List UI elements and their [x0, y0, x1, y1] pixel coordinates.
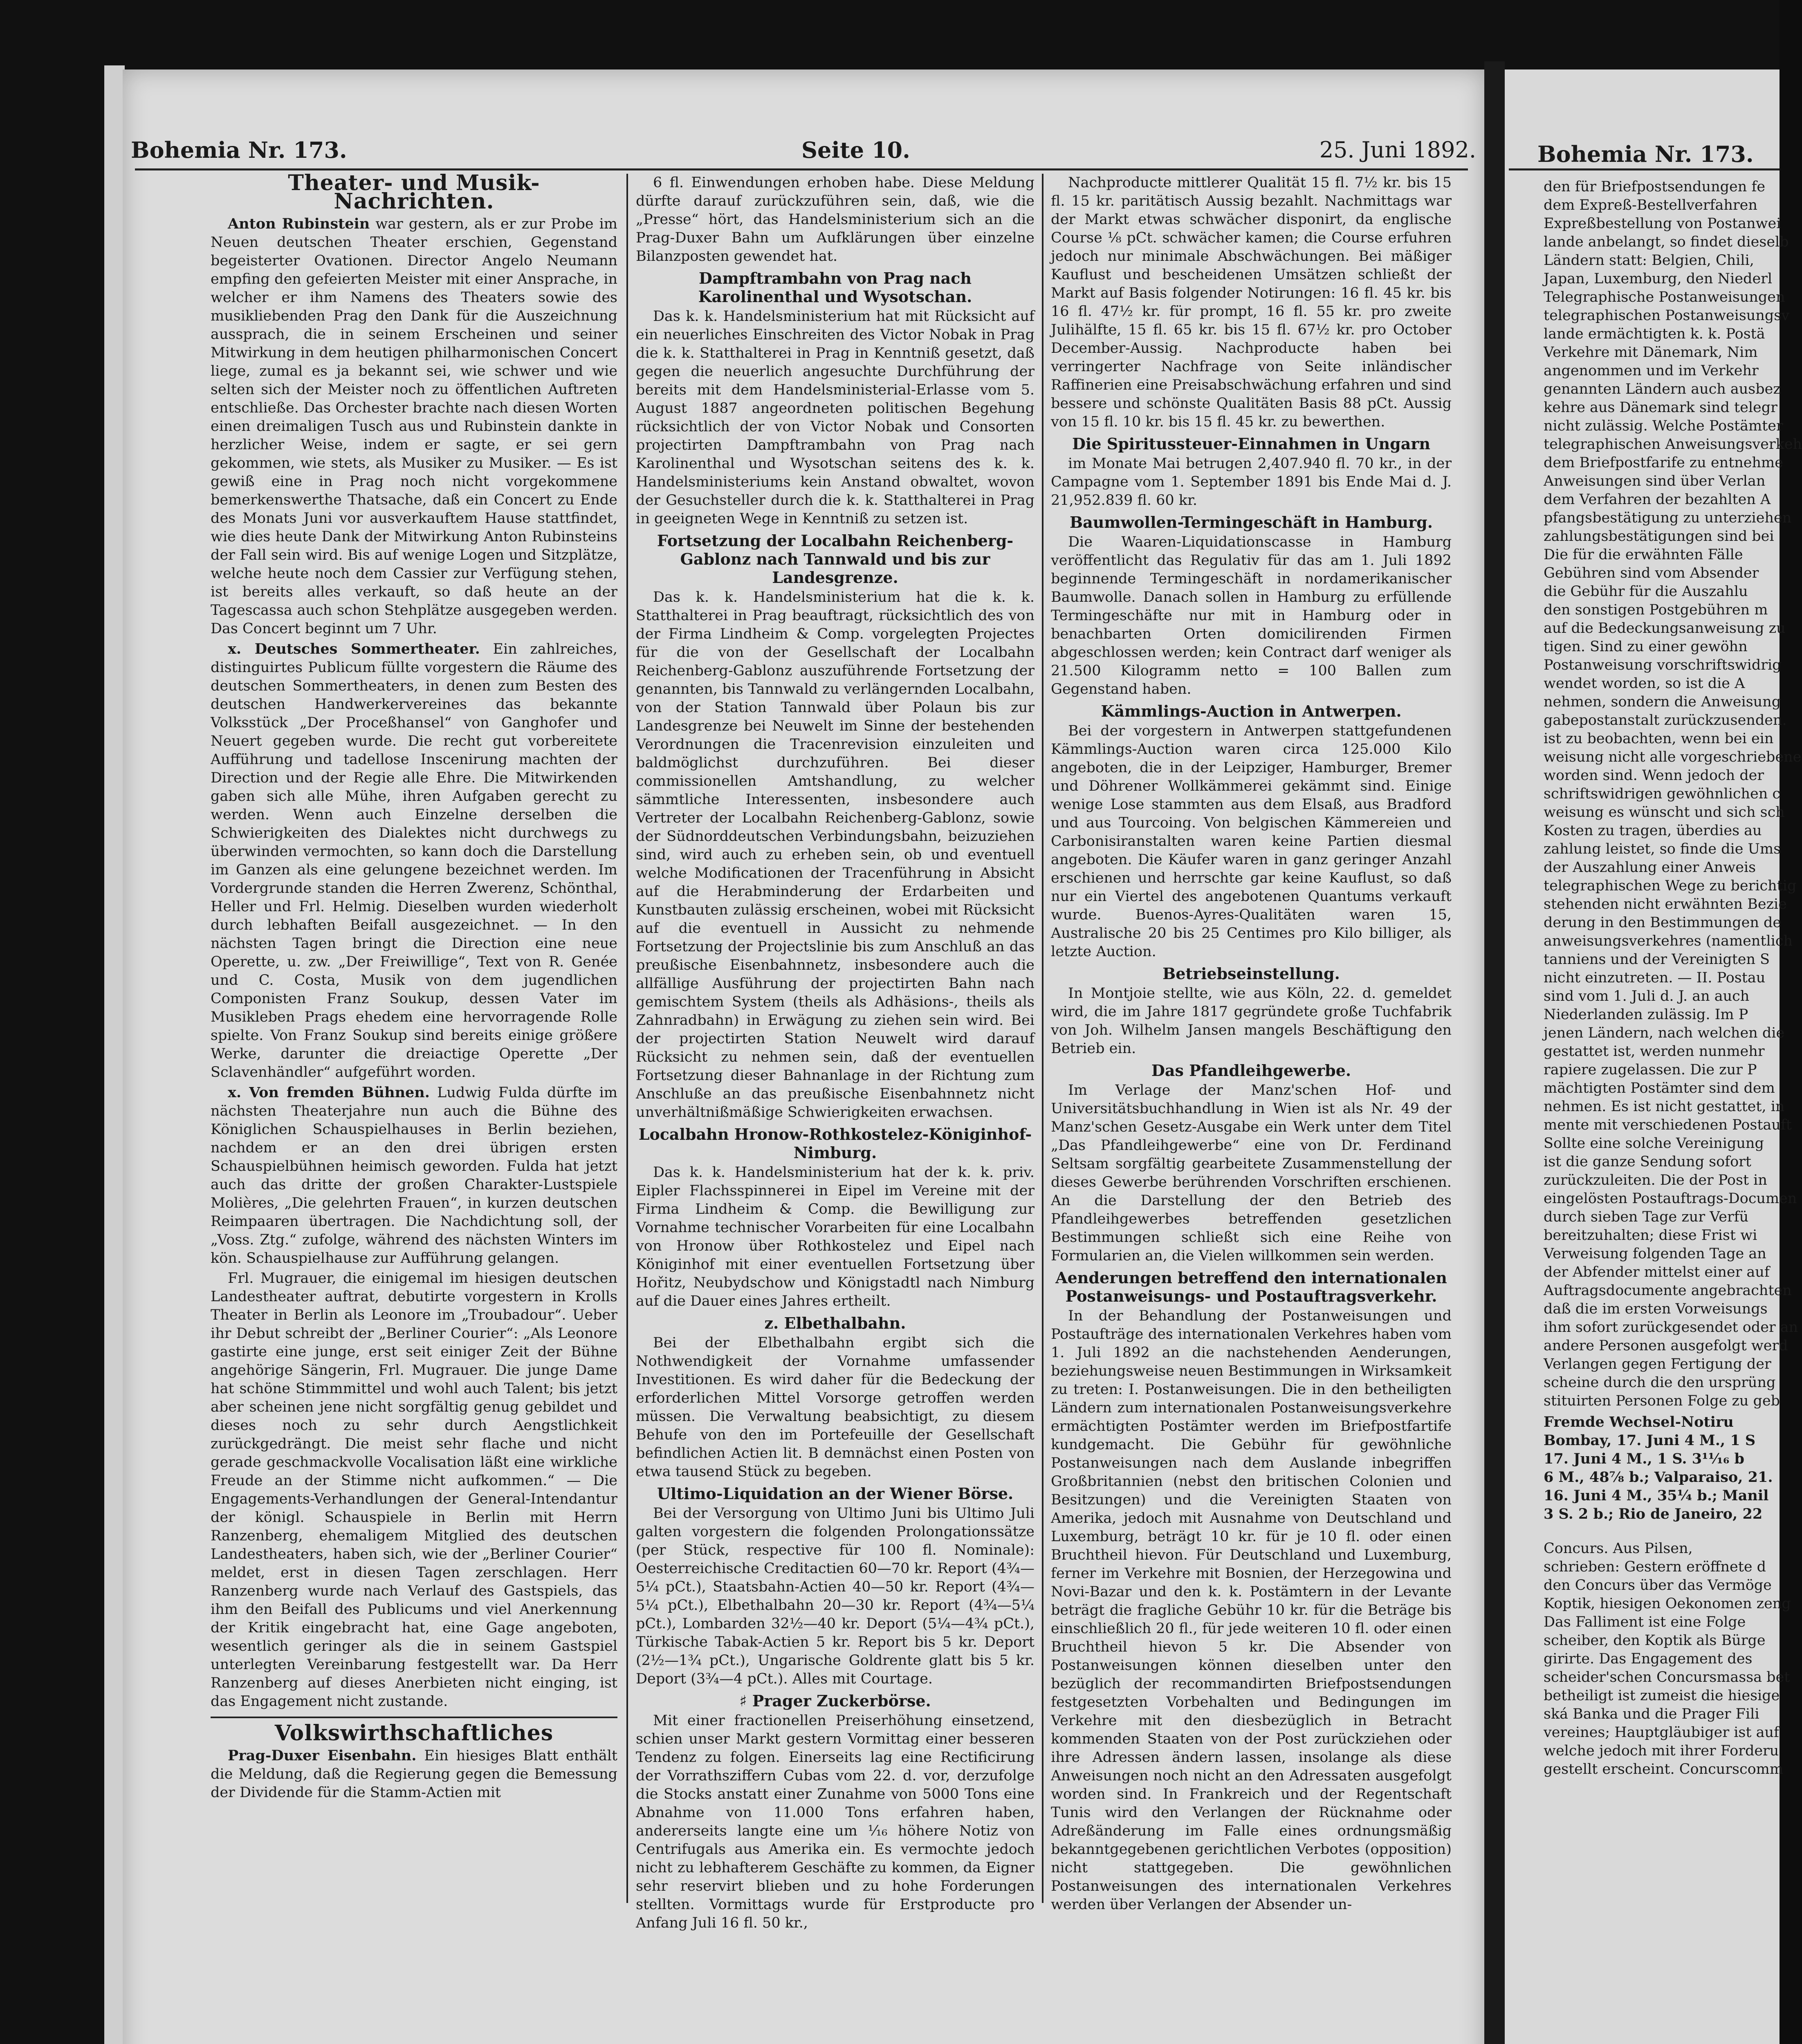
facing-page-line: nicht einzutreten. — II. Postau	[1544, 970, 1766, 986]
article-body: Bei der Elbethalbahn ergibt sich die Nothwendigkeit der Vornahme umfassender Investitionen. Es wird daher für die Bedeckung der erforderlichen Mittel Vorsorge getroffen werden müssen. Die Verwaltung beabsichtigt, zu diesem Behufe von den im Portefeuille der Gesellschaft befindlichen Actien lit. B demnächst einen Posten von etwa tausend Stück zu begeben.	[636, 1335, 1035, 1480]
facing-page-line: tigen. Sind zu einer gewöhn	[1544, 639, 1748, 655]
facing-page-line: telegraphischen Wege zu berichtig	[1544, 878, 1797, 894]
facing-page-line: stituirten Personen Folge zu geb	[1544, 1393, 1780, 1409]
facing-page-line: Japan, Luxemburg, den Niederl	[1544, 271, 1773, 287]
facing-page-line: der Auszahlung einer Anweis	[1544, 859, 1756, 876]
facing-page-line: eingelösten Postauftrags-Documen	[1544, 1190, 1797, 1207]
article-body: Das k. k. Handelsministerium hat der k. k. priv. Eipler Flachsspinnerei in Eipel im Vereine mit der Firma Lindheim & Comp. die Bewilligung zur Vornahme technischer Vorarbeiten für eine Localbahn von Hronow über Rothkostelez und Eipel nach Königinhof mit einer eventuellen Fortsetzung über Hořitz, Neubydschow und Königstadtl nach Nimburg auf die Dauer eines Jahres ertheilt.	[636, 1164, 1035, 1309]
article-heading: Localbahn Hronow-Rothkostelez-Königinhof-Nimburg.	[638, 1125, 1032, 1162]
facing-page-line: rapiere zugelassen. Die zur P	[1544, 1062, 1757, 1078]
facing-page-line: Verkehre mit Dänemark, Nim	[1544, 344, 1758, 361]
article-heading: Baumwollen-Termingeschäft in Hamburg.	[1070, 513, 1433, 531]
facing-page-line: nehmen. Es ist nicht gestattet, in	[1544, 1098, 1785, 1115]
article-body: Ein hiesiges Blatt enthält die Meldung, daß die Regierung gegen die Bemessung der Dividende für die Stamm-Actien mit	[211, 1748, 617, 1801]
article-heading: Aenderungen betreffend den internationalen Postanweisungs- und Postauftragsverkehr.	[1055, 1269, 1447, 1305]
facing-page-line: weisung nicht alle vorgeschriebene	[1544, 749, 1802, 765]
article-head: Anton Rubinstein	[228, 215, 370, 232]
article-column-3	[1051, 174, 1452, 1913]
article-column-1	[211, 170, 617, 1903]
facing-page-rule	[1509, 168, 1780, 170]
facing-page-concurs-line: Koptik, hiesigen Oekonomen zeng	[1544, 1596, 1791, 1612]
facing-page-concurs-line: scheider'schen Concursmassa bet	[1544, 1669, 1790, 1685]
facing-page-note-line: Bombay, 17. Juni 4 M., 1 S	[1544, 1432, 1756, 1449]
facing-page-line: dem Verfahren der bezahlten A	[1544, 491, 1771, 508]
article-heading: Die Spiritussteuer-Einnahmen in Ungarn	[1072, 435, 1431, 453]
facing-page-line: Postanweisung vorschriftswidrig	[1544, 657, 1782, 673]
facing-page-line: Ländern statt: Belgien, Chili,	[1544, 252, 1754, 269]
facing-page-line: Sollte eine solche Vereinigung	[1544, 1135, 1764, 1152]
facing-page-line: ihm sofort zurückgesendet oder an	[1544, 1319, 1798, 1336]
facing-page-concurs-line: betheiligt ist zumeist die hiesige	[1544, 1688, 1780, 1704]
facing-page-line: Gebühren sind vom Absender	[1544, 565, 1759, 581]
article-body: In der Behandlung der Postanweisungen und Postaufträge des internationalen Verkehres haben vom 1. Juli 1892 an die nachstehenden Aenderungen, beziehungsweise neuen Bestimmungen in Wirksamkeit zu treten: I. Postanweisungen. Die in den betheiligten Ländern zum internationalen Postanweisungsverkehre ermächtigten Postämter werden im Briefpostfartife kundgemacht. Die Gebühr für gewöhnliche Postanweisungen nach dem Auslande inbegriffen Großbritannien (nebst den britischen Colonien und Besitzungen) und die Vereinigten Staaten von Amerika, jedoch mit Ausnahme von Deutschland und Luxemburg, beträgt 10 kr. für je 10 fl. oder einen Bruchtheil hievon. Für Deutschland und Luxemburg, ferner im Verkehre mit Bosnien, der Herzegowina und Novi-Bazar und den k. k. Postämtern in der Levante beträgt die fragliche Gebühr 10 kr. für die Beträge bis einschließlich 20 fl., für jede weiteren 10 fl. oder einen Bruchtheil hievon 5 kr. Die Absender von Postanweisungen können dieselben unter den bezüglich der recommandirten Briefpostsendungen festgesetzten Vorbehalten und Bedingungen im Verkehre mit den diesbezüglich in Betracht kommenden Staaten von der Post zurückziehen oder ihre Adressen ändern lassen, insolange als diese Anweisungen noch nicht an den Adressaten ausgefolgt worden sind. In Frankreich und der Regentschaft Tunis wird den Verlangen der Rücknahme oder Adreßänderung im Falle eines ordnungsmäßig bekanntgegebenen gerichtlichen Verbotes (opposition) nicht stattgegeben. Die gewöhnlichen Postanweisungen des internationalen Verkehres werden über Verlangen der Absender un-	[1051, 1308, 1452, 1913]
article-heading: Ultimo-Liquidation an der Wiener Börse.	[657, 1484, 1014, 1503]
facing-page-line: anweisungsverkehres (namentlich	[1544, 933, 1793, 949]
facing-page-line: tanniens und der Vereinigten S	[1544, 951, 1770, 968]
article-body: Das k. k. Handelsministerium hat mit Rücksicht auf ein neuerliches Einschreiten des Victor Nobak in Prag die k. k. Statthalterei in Prag in Kenntniß gesetzt, daß gegen die neuerlich angesuchte Durchführung der bereits mit dem Handelsministerial-Erlasse vom 5. August 1887 angeordneten politischen Begehung rücksichtlich der von Victor Nobak und Consorten projectirten Dampftrambahn von Prag nach Karolinenthal und Wysotschan seitens des k. k. Handelsministeriums kein Anstand obwaltet, wovon der Gesuchsteller durch die k. k. Statthalterei in Prag in geeigneten Wege in Kenntniß zu setzen ist.	[636, 308, 1035, 527]
page-edge	[104, 65, 125, 2044]
facing-page-line: mente mit verschiedenen Postauft	[1544, 1117, 1792, 1133]
facing-page-line: Verweisung folgenden Tage an	[1544, 1246, 1766, 1262]
facing-page-line: zahlung leistet, so finde die Ums	[1544, 841, 1781, 857]
facing-page-line: Verlangen gegen Fertigung der	[1544, 1356, 1771, 1372]
facing-page-line: Kosten zu tragen, überdies au	[1544, 823, 1762, 839]
article-body: im Monate Mai betrugen 2,407.940 fl. 70 kr., in der Campagne vom 1. September 1891 bis Ende Mai d. J. 21,952.839 fl. 60 kr.	[1051, 455, 1452, 509]
facing-page-line: Telegraphische Postanweisungen	[1544, 289, 1785, 305]
article-body: Das k. k. Handelsministerium hat die k. k. Statthalterei in Prag beauftragt, rücksichtlich des von der Firma Lindheim & Comp. vorgelegten Projectes für die von der Gesellschaft der Localbahn Reichenberg-Gablonz auszuführende Fortsetzung der genannten, bis Tannwald zu verlängernden Localbahn, von der Station Tannwald über Polaun bis zur Landesgrenze bei Neuwelt im Sinne der bestehenden Verordnungen die Tracenrevision einzuleiten und baldmöglichst durchzuführen. Bei dieser commissionellen Amtshandlung, zu welcher sämmtliche Interessenten, insbesondere auch Vertreter der Localbahn Reichenberg-Gablonz, sowie der Südnorddeutschen Verbindungsbahn, beizuziehen sind, wird auch zu erheben sein, ob und eventuell welche Modificationen der Tracenführung in Absicht auf die Herabminderung der Erdarbeiten und Kunstbauten zulässig erscheinen, wobei mit Rücksicht auf die eventuell in Aussicht zu nehmende Fortsetzung der Projectslinie bis zum Anschluß an das preußische Eisenbahnnetz, insbesondere auch die allfällige Ausführung der projectirten Bahn nach gemischtem System (theils als Adhäsions-, theils als Zahnradbahn) in Erwägung zu ziehen sein wird. Bei der projectirten Station Neuwelt wird darauf Rücksicht zu nehmen sein, daß der eventuellen Fortsetzung dieser Bahnanlage in der Richtung zum Anschluße an das preußische Eisenbahnnetz nicht unverhältnißmäßige Schwierigkeiten erwachsen.	[636, 589, 1035, 1121]
facing-page-concurs-line: welche jedoch mit ihrer Forderu	[1544, 1743, 1779, 1759]
header-page-number: Seite 10.	[801, 137, 910, 163]
facing-page-concurs-line: vereines; Hauptgläubiger ist auf	[1544, 1724, 1779, 1741]
article-body: Mit einer fractionellen Preiserhöhung einsetzend, schien unser Markt gestern Vormittag einer besseren Tendenz zu folgen. Einerseits lag eine Rectificirung der Vorrathsziffern Cubas vom 22. d. vor, derzufolge die Stocks anstatt einer Zunahme von 5000 Tons eine Abnahme von 11.000 Tons erfahren haben, andererseits langte eine um ¹⁄₁₆ höhere Notiz von Centrifugals aus Amerika ein. Es vermochte jedoch nicht zu lebhafterem Geschäfte zu kommen, da Eigner sehr reservirt blieben und zu hohe Forderungen stellten. Vormittags wurde für Erstproducte pro Anfang Juli 16 fl. 50 kr.,	[636, 1712, 1035, 1931]
facing-page-concurs-line: gestellt erscheint. Concurscomm	[1544, 1761, 1784, 1777]
article-head: Prag-Duxer Eisenbahn.	[228, 1747, 417, 1764]
facing-page-line: durch sieben Tage zur Verfü	[1544, 1209, 1749, 1225]
article-mugrauer: Frl. Mugrauer, die einigemal im hiesigen deutschen Landestheater auftrat, debutirte vorgestern in Krolls Theater in Berlin als Leonore im „Troubadour“. Ueber ihr Debut schreibt der „Berliner Courier“: „Als Leonore gastirte eine junge, erst seit einiger Zeit der Bühne angehörige Sängerin, Frl. Mugrauer. Die junge Dame hat schöne Stimmmittel und wohl auch Talent; bis jetzt aber scheinen jene nicht sorgfältig genug gebildet und dieses noch zu sehr durch Aengstlichkeit zurückgedrängt. Die meist sehr flache und nicht gerade geschmackvolle Vocalisation läßt eine wirkliche Freude an der Stimme nicht aufkommen.“ — Die Engagements-Verhandlungen der General-Intendantur der königl. Schauspiele in Berlin mit Herrn Ranzenberg, ehemaligem Mitglied des deutschen Landestheaters, haben sich, wie der „Berliner Courier“ meldet, erst in diesen Tagen zerschlagen. Herr Ranzenberg wurde nach Verlauf des Gastspiels, das ihm den Beifall des Publicums und viel Anerkennung der Kritik eingebracht hat, eine Gage angeboten, wesentlich geringer als die in seinem Gastspiel unterlegten Vereinbarung festgestellt war. Da Herr Ranzenberg auf dieses Anerbieten nicht einging, ist das Engagement nicht zustande.	[211, 1270, 617, 1710]
article-heading: z. Elbethalbahn.	[764, 1314, 906, 1332]
article-heading: Kämmlings-Auction in Antwerpen.	[1101, 702, 1402, 720]
article-body: Bei der vorgestern in Antwerpen stattgefundenen Kämmlings-Auction waren circa 125.000 Kilo angeboten, die in der Leipziger, Hamburger, Bremer und Döhrener Wollkämmerei gekämmt sind. Einige wenige Lose stammten aus dem Elsaß, aus Bradford und aus Tourcoing. Von belgischen Kämmereien und Carbonisiranstalten waren keine Partien diesmal angeboten. Die Käufer waren in ganz geringer Anzahl erschienen und herrschte gar keine Kauflust, so daß nur ein Viertel des angebotenen Quantums verkauft wurde. Buenos-Ayres-Qualitäten waren 15, Australische 20 bis 25 Centimes pro Kilo billiger, als letzte Auction.	[1051, 723, 1452, 960]
facing-page-line: auf die Bedeckungsanweisung zu	[1544, 620, 1786, 637]
article-rubinstein	[211, 215, 617, 638]
facing-page-line: stehenden nicht erwähnten Bezie	[1544, 896, 1787, 912]
facing-page-line: wendet worden, so ist die A	[1544, 675, 1745, 692]
facing-page-line: die Gebühr für die Auszahlu	[1544, 583, 1748, 600]
header-date: 25. Juni 1892.	[1319, 137, 1476, 163]
section-title-volkswirthschaft: Volkswirthschaftliches	[274, 1721, 554, 1746]
facing-page-concurs-line: den Concurs über das Vermöge	[1544, 1577, 1772, 1594]
facing-page-note-line: 16. Juni 4 M., 35¼ b.; Manil	[1544, 1487, 1769, 1504]
article-head: x. Von fremden Bühnen.	[228, 1084, 430, 1101]
article-column-2	[636, 174, 1035, 1931]
facing-page-note-line: 3 S. 2 b.; Rio de Janeiro, 22	[1544, 1506, 1763, 1522]
facing-page-line: ist zu beobachten, wenn bei ein	[1544, 731, 1774, 747]
facing-page-line: zahlungsbestätigungen sind bei	[1544, 528, 1774, 545]
facing-page-line: sind vom 1. Juli d. J. an auch	[1544, 988, 1750, 1004]
article-body: Die Waaren-Liquidationscasse in Hamburg veröffentlicht das Regulativ für das am 1. Juli 1892 beginnende Termingeschäft in nordamerikanischer Baumwolle. Danach sollen in Hamburg zu erfüllende Termingeschäfte nur mit in Hamburg oder in benachbarten Orten domicilirenden Firmen abgeschlossen werden; kein Contract darf weniger als 21.500 Kilogramm netto = 100 Ballen zum Gegenstand haben.	[1051, 534, 1452, 697]
facing-page-line: nehmen, sondern die Anweisung	[1544, 694, 1781, 710]
facing-page-line: lande ermächtigten k. k. Postä	[1544, 326, 1765, 342]
facing-page-line: den sonstigen Postgebühren m	[1544, 602, 1768, 618]
facing-page-line: Expreßbestellung von Postanwei	[1544, 215, 1781, 232]
facing-page-concurs-line: ská Banka und die Prager Fili	[1544, 1706, 1759, 1722]
facing-page-line: lande anbelangt, so findet dieselb	[1544, 234, 1789, 250]
article-prag-duxer	[211, 1746, 617, 1802]
article-body: Ein zahlreiches, distinguirtes Publicum füllte vorgestern die Räume des deutschen Sommertheaters, in denen zum Besten des deutschen Handwerkervereines das bekannte Volksstück „Der Proceßhansel“ von Ganghofer und Neuert gegeben wurde. Die recht gut vorbereitete Aufführung und tadellose Inscenirung machten der Direction und der Regie alle Ehre. Die Mitwirkenden gaben sich alle Mühe, ihren Aufgaben gerecht zu werden. Wenn auch Einzelne derselben die Schwierigkeiten des Dialektes nicht durchwegs zu überwinden vermochten, so kann doch die Darstellung im Ganzen als eine gelungene bezeichnet werden. Im Vordergrunde standen die Herren Zwerenz, Schönthal, Heller und Frl. Helmig. Dieselben wurden wiederholt durch lebhaften Beifall ausgezeichnet. — In den nächsten Tagen bringt die Direction eine neue Operette, u. zw. „Der Freiwillige“, Text von R. Genée und C. Costa, Musik von dem jugendlichen Componisten Franz Soukup, dessen Vater im Musikleben Prags ehedem eine hervorragende Rolle spielte. Von Franz Soukup sind bereits einige größere Werke, darunter die dreiactige Operette „Der Sclavenhändler“ aufgeführt worden.	[211, 641, 617, 1080]
article-continuation: Nachproducte mittlerer Qualität 15 fl. 7½ kr. bis 15 fl. 15 kr. paritätisch Aussig bezahlt. Nachmittags war der Markt etwas schwächer disponirt, da englische Course ⅛ pCt. schwächer kamen; die Course erfuhren jedoch nur minimale Abschwächungen. Bei mäßiger Kauflust und bescheidenen Umsätzen schließt der Markt auf Basis folgender Notirungen: 16 fl. 45 kr. bis 16 fl. 47½ kr. für prompt, 16 fl. 55 kr. pro zweite Julihälfte, 15 fl. 65 kr. bis 15 fl. 67½ kr. pro October December-Aussig. Nachproducte haben bei verringerter Nachfrage von Seite inländischer Raffinerien eine Preisabschwächung erfahren und sind bessere und schönste Qualitäten Basis 88 pCt. Aussig von 15 fl. 10 kr. bis 15 fl. 45 kr. zu bewerthen.	[1051, 175, 1452, 430]
facing-page-concurs-line: schrieben: Gestern eröffnete d	[1544, 1559, 1766, 1575]
facing-page-notes-heading: Fremde Wechsel-Notiru	[1544, 1414, 1734, 1430]
facing-page-line: telegraphischen Postanweisungsv	[1544, 307, 1789, 324]
facing-page-line: daß die im ersten Vorweisungs	[1544, 1301, 1768, 1317]
facing-page-line: scheine durch die den ursprüng	[1544, 1374, 1776, 1391]
page-binding-gutter	[1484, 61, 1505, 2044]
section-title-theater: Theater- und Musik-Nachrichten.	[288, 170, 540, 214]
facing-page-line: pfangsbestätigung zu unterziehen	[1544, 510, 1792, 526]
facing-page-line: Auftragsdocumente angebrachten	[1544, 1282, 1792, 1299]
section-divider	[211, 1717, 617, 1718]
facing-page-concurs-line: Concurs. Aus Pilsen,	[1544, 1540, 1693, 1557]
facing-page-line: angenommen und im Verkehr	[1544, 363, 1759, 379]
article-body: In Montjoie stellte, wie aus Köln, 22. d. gemeldet wird, die im Jahre 1817 gegründete große Tuchfabrik von Joh. Wilhelm Jansen mangels Beschäftigung den Betrieb ein.	[1051, 985, 1452, 1057]
facing-page-line: Die für die erwähnten Fälle	[1544, 547, 1743, 563]
facing-page-line: weisung es wünscht und sich sch	[1544, 804, 1785, 820]
facing-page-line: Anweisungen sind über Verlan	[1544, 473, 1766, 489]
facing-page-column	[1544, 178, 1802, 1907]
facing-page-line: der Abfender mittelst einer auf	[1544, 1264, 1770, 1280]
facing-page-line: kehre aus Dänemark sind telegr	[1544, 399, 1777, 416]
facing-page-line: ist die ganze Sendung sofort	[1544, 1154, 1751, 1170]
column-rule	[626, 174, 628, 1903]
facing-page-line: dem Expreß-Bestellverfahren	[1544, 197, 1757, 213]
facing-page-line: schriftswidrigen gewöhnlichen c	[1544, 786, 1781, 802]
article-heading: ♯ Prager Zuckerbörse.	[739, 1692, 931, 1710]
column-rule	[1042, 174, 1043, 1903]
facing-page-note-line: 6 M., 48⅞ b.; Valparaiso, 21.	[1544, 1469, 1773, 1486]
facing-page-line: jenen Ländern, nach welchen die	[1544, 1025, 1785, 1041]
header-masthead: Bohemia Nr. 173.	[131, 137, 347, 163]
facing-page-line: mächtigten Postämter sind dem	[1544, 1080, 1775, 1096]
article-body: Bei der Versorgung von Ultimo Juni bis Ultimo Juli galten vorgestern die folgenden Prolongationssätze (per Stück, respective für 100 fl. Nominale): Oesterreichische Creditactien 60—70 kr. Report (4¾—5¼ pCt.), Staatsbahn-Actien 40—50 kr. Report (4¾—5¼ pCt.), Elbethalbahn 20—30 kr. Report (4¾—5¼ pCt.), Lombarden 32½—40 kr. Deport (5¼—4¾ pCt.), Türkische Tabak-Actien 5 kr. Report bis 5 kr. Deport (2½—1¾ pCt.), Ungarische Goldrente glatt bis 5 kr. Deport (3¾—4 pCt.). Alles mit Courtage.	[636, 1505, 1035, 1687]
article-body: Ludwig Fulda dürfte im nächsten Theaterjahre nun auch die Bühne des Königlichen Schauspielhauses in Berlin beziehen, nachdem er an den drei übrigen ersten Schauspielbühnen heimisch geworden. Fulda hat jetzt auch das dritte der großen Charakter-Lustspiele Molières, „Die gelehrten Frauen“, in kurzen deutschen Reimpaaren übertragen. Die Nachdichtung soll, der „Voss. Ztg.“ zufolge, während des nächsten Winters im kön. Schauspielhause zur Aufführung gelangen.	[211, 1085, 617, 1266]
facing-page-line: derung in den Bestimmungen de	[1544, 914, 1782, 931]
article-heading: Dampftrambahn von Prag nach Karolinenthal und Wysotschan.	[698, 269, 972, 306]
facing-page-concurs-line: girirte. Das Engagement des	[1544, 1651, 1753, 1667]
facing-page-line: nicht zulässig. Welche Postämter	[1544, 418, 1783, 434]
facing-page-line: Niederlanden zulässig. Im P	[1544, 1006, 1748, 1023]
article-heading: Das Pfandleihgewerbe.	[1151, 1061, 1351, 1080]
article-fremde-buehnen	[211, 1083, 617, 1268]
facing-page-concurs-line: scheiber, den Koptik als Bürge	[1544, 1632, 1766, 1649]
facing-page-line: den für Briefpostsendungen fe	[1544, 179, 1766, 195]
article-heading: Betriebseinstellung.	[1162, 964, 1340, 983]
article-body: war gestern, als er zur Probe im Neuen deutschen Theater erschien, Gegenstand begeisterter Ovationen. Director Angelo Neumann empfing den gefeierten Meister mit einer Ansprache, in welcher er ihm Namens des Theaters sowie des musikliebenden Prag den Dank für die Auszeichnung aussprach, die in seinem Erscheinen und seiner Mitwirkung in dem heutigen philharmonischen Concert liege, zumal es ja bekannt sei, wie schwer und wie selten sich der Meister noch zu öffentlichen Auftreten entschließe. Das Orchester brachte nach diesen Worten einen dreimaligen Tusch aus und Rubinstein dankte in herzlicher Weise, indem er sagte, er sei gern gekommen, wie stets, als Musiker zu Musiker. — Es ist gewiß eine in Prag noch nicht vorgekommene bemerkenswerthe Thatsache, daß ein Concert zu Ende des Monats Juni vor ausverkauftem Hause stattfindet, wie dies heute Dank der Mitwirkung Anton Rubinsteins der Fall sein wird. Bis auf wenige Logen und Sitzplätze, welche heute noch dem Cassier zur Verfügung stehen, ist bereits alles verkauft, so daß heute an der Tagescassa auch schon Stehplätze ausgegeben werden. Das Concert beginnt um 7 Uhr.	[211, 216, 617, 637]
facing-page-line: genannten Ländern auch ausbez	[1544, 381, 1781, 397]
facing-page-line: dem Briefpostfarife zu entnehme	[1544, 455, 1783, 471]
facing-page-line: gestattet ist, werden nunmehr	[1544, 1043, 1765, 1060]
facing-page-line: worden sind. Wenn jedoch der	[1544, 767, 1764, 784]
facing-page-line: andere Personen ausgefolgt werd	[1544, 1338, 1788, 1354]
article-head: x. Deutsches Sommertheater.	[228, 641, 480, 657]
facing-page-line: gabepostanstalt zurückzusenden.	[1544, 712, 1787, 728]
page-header	[131, 137, 1476, 166]
facing-page-note-line: 17. Juni 4 M., 1 S. 3¹¹⁄₁₆ b	[1544, 1450, 1744, 1467]
article-sommertheater	[211, 640, 617, 1082]
facing-page-line: bereitzuhalten; diese Frist wi	[1544, 1227, 1757, 1244]
facing-page-spacer	[1544, 1523, 1789, 1540]
article-continuation: 6 fl. Einwendungen erhoben habe. Diese Meldung dürfte darauf zurückzuführen sein, daß, wie die „Presse“ hört, das Handelsministerium sich an die Prag-Duxer Bahn um Aufklärungen über einzelne Bilanzposten gewendet hat.	[636, 175, 1035, 264]
facing-page-masthead: Bohemia Nr. 173.	[1537, 141, 1754, 167]
article-heading: Fortsetzung der Localbahn Reichenberg-Gablonz nach Tannwald und bis zur Landesgrenze.	[657, 531, 1014, 587]
facing-page-line: zurückzuleiten. Die der Post in	[1544, 1172, 1767, 1188]
facing-page-line: telegraphischen Anweisungsverkeh	[1544, 436, 1802, 453]
facing-page-concurs-line: Das Falliment ist eine Folge	[1544, 1614, 1746, 1630]
article-body: Im Verlage der Manz'schen Hof- und Universitätsbuchhandlung in Wien ist als Nr. 49 der Manz'schen Gesetz-Ausgabe ein Werk unter dem Titel „Das Pfandleihgewerbe“ eine von Dr. Ferdinand Seltsam sorgfältig gearbeitete Zusammenstellung der dieses Gewerbe berührenden Vorschriften erschienen. An die Darstellung der den Betrieb des Pfandleihgewerbes betreffenden gesetzlichen Bestimmungen schließt sich eine Reihe von Formularien an, die Vielen willkommen sein werden.	[1051, 1082, 1452, 1264]
